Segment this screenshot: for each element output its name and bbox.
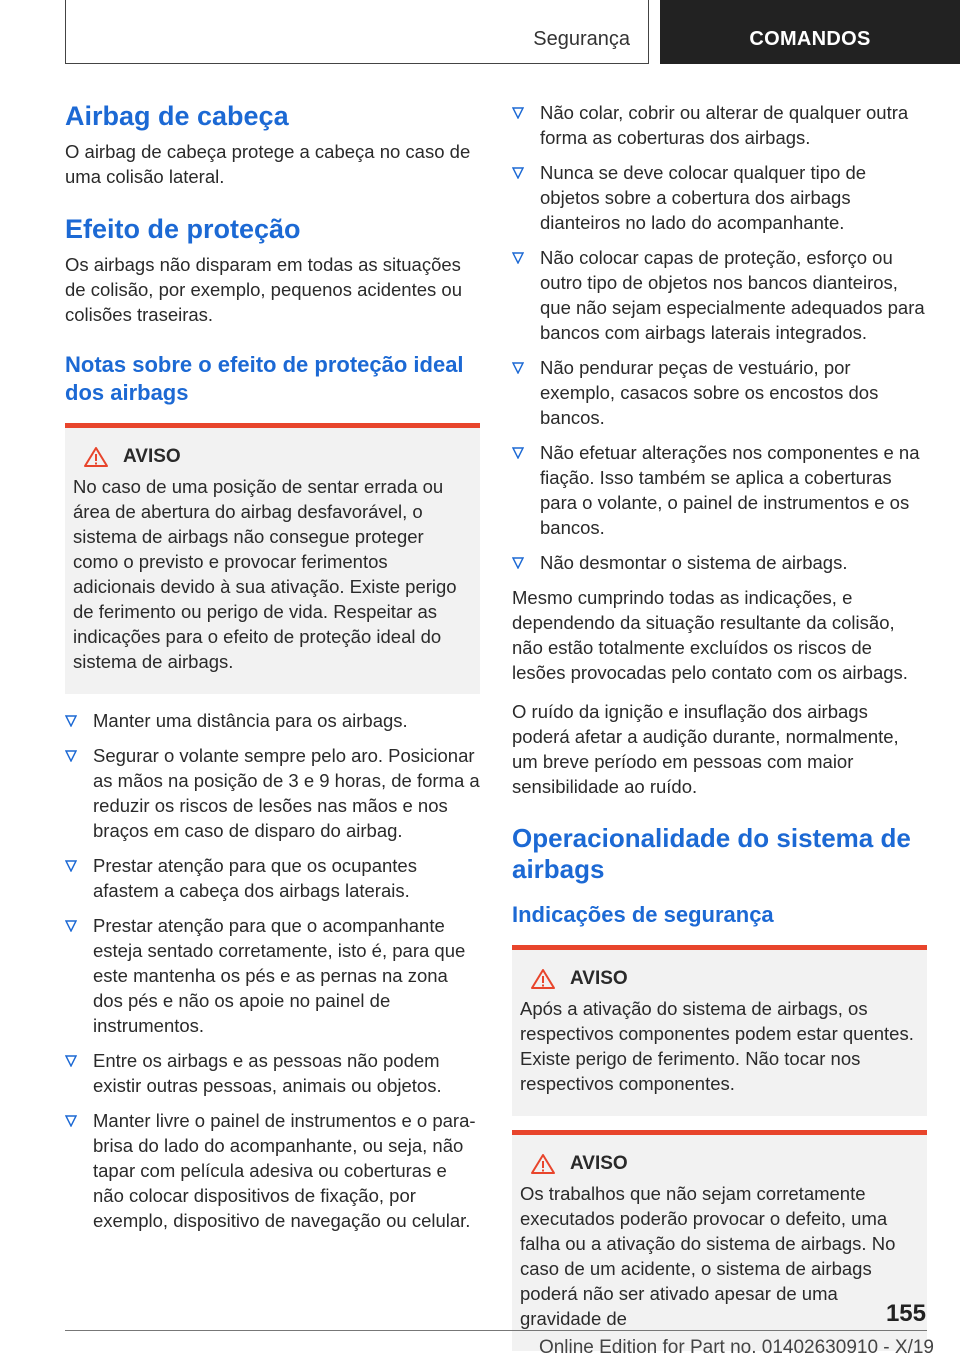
- triangle-bullet-icon: [512, 447, 524, 459]
- list-item: Manter uma distância para os airbags.: [65, 708, 480, 733]
- triangle-bullet-icon: [512, 252, 524, 264]
- footer-edition: Online Edition for Part no. 01402630910 - X/19: [538, 1337, 934, 1358]
- list-item: Não colocar capas de proteção, esforço ou outro tipo de objetos nos bancos dianteiros, que não sejam especialmente adequados para bancos com airbags laterais integrados.: [512, 245, 927, 345]
- warning-text: Após a ativação do sistema de airbags, os respectivos componentes podem estar quentes. Existe perigo de ferimento. Não tocar nos respectivos componentes.: [520, 998, 914, 1094]
- triangle-bullet-icon: [65, 1115, 77, 1127]
- warning-title-text: AVISO: [570, 968, 628, 989]
- warning-text: No caso de uma posição de sentar errada ou área de abertura do airbag desfavorável, o sistema de airbags não consegue proteger como o previsto e provocar ferimentos adicionais devido à sua ativação. Existe perigo de ferimento ou perigo de vida. Respeitar as indicações para o efeito de proteção ideal do sistema de airbags.: [73, 476, 457, 672]
- triangle-bullet-icon: [512, 557, 524, 569]
- page-number: 155: [885, 1300, 926, 1327]
- list-item: Não desmontar o sistema de airbags.: [512, 550, 927, 575]
- list-item: Não efetuar alterações nos componentes e na fiação. Isso também se aplica a coberturas para o volante, o painel de instrumentos e os bancos.: [512, 440, 927, 540]
- paragraph-mesmo-cumprindo: Mesmo cumprindo todas as indicações, e dependendo da situação resultante da colisão, não estão totalmente excluídos os riscos de lesões provocadas pelo contato com os airbags.: [512, 587, 908, 683]
- list-item: Entre os airbags e as pessoas não podem existir outras pessoas, animais ou objetos.: [65, 1048, 480, 1098]
- warning-title: [73, 446, 470, 468]
- triangle-bullet-icon: [65, 750, 77, 762]
- triangle-bullet-icon: [65, 715, 77, 727]
- header-chapter-tab: [660, 0, 960, 64]
- list-item: Nunca se deve colocar qualquer tipo de objetos sobre a cobertura dos airbags dianteiros no lado do acompanhante.: [512, 160, 927, 235]
- triangle-bullet-icon: [512, 107, 524, 119]
- triangle-bullet-icon: [512, 362, 524, 374]
- header-chapter-label: COMANDOS: [749, 27, 871, 50]
- right-column: [512, 100, 927, 1365]
- warning-title: [520, 968, 917, 990]
- footer-divider: [65, 1330, 927, 1331]
- triangle-bullet-icon: [65, 860, 77, 872]
- warning-title-text: AVISO: [570, 1153, 628, 1174]
- list-item: Segurar o volante sempre pelo aro. Posicionar as mãos na posição de 3 e 9 horas, de forma a reduzir os riscos de lesões nas mãos e nos braços em caso de disparo do airbag.: [65, 743, 480, 843]
- list-item: Não pendurar peças de vestuário, por exemplo, casacos sobre os encostos dos bancos.: [512, 355, 927, 430]
- heading-airbag-cabeca: Airbag de cabeça: [65, 101, 289, 131]
- heading-operacionalidade: Operacionalidade do sistema de airbags: [512, 823, 911, 884]
- paragraph-ruido: O ruído da ignição e insuflação dos airbags poderá afetar a audição durante, normalmente, um breve período em pessoas com maior sensibilidade ao ruído.: [512, 701, 899, 797]
- warning-box: [512, 945, 927, 1116]
- warning-triangle-icon: [530, 968, 556, 990]
- heading-efeito-protecao: Efeito de proteção: [65, 214, 301, 244]
- list-item: Prestar atenção para que os ocupantes afastem a cabeça dos airbags laterais.: [65, 853, 480, 903]
- triangle-bullet-icon: [512, 167, 524, 179]
- list-item: Manter livre o painel de instrumentos e o para-brisa do lado do acompanhante, ou seja, não tapar com película adesiva ou coberturas e não colocar dispositivos de fixação, por exemplo, dispositivo de navegação ou celular.: [65, 1108, 480, 1233]
- header-section-title: Segurança: [533, 28, 630, 50]
- left-bullet-list: [65, 708, 480, 1233]
- warning-title-text: AVISO: [123, 446, 181, 467]
- paragraph-efeito-protecao: Os airbags não disparam em todas as situações de colisão, por exemplo, pequenos acidentes ou colisões traseiras.: [65, 254, 462, 325]
- right-bullet-list: [512, 100, 927, 575]
- warning-box: [512, 1130, 927, 1351]
- warning-text: Os trabalhos que não sejam corretamente executados poderão provocar o defeito, uma falha ou a ativação do sistema de airbags. No caso de um acidente, o sistema de airbags poderá não ser ativado apesar de uma gravidade de: [520, 1183, 896, 1329]
- warning-title: [520, 1153, 917, 1175]
- warning-triangle-icon: [530, 1153, 556, 1175]
- triangle-bullet-icon: [65, 1055, 77, 1067]
- left-column: [65, 100, 480, 1243]
- heading-notas: Notas sobre o efeito de proteção ideal dos airbags: [65, 352, 464, 405]
- list-item: Não colar, cobrir ou alterar de qualquer outra forma as coberturas dos airbags.: [512, 100, 927, 150]
- paragraph-airbag-cabeca: O airbag de cabeça protege a cabeça no caso de uma colisão lateral.: [65, 141, 471, 187]
- heading-indicacoes-seguranca: Indicações de segurança: [512, 902, 774, 927]
- list-item: Prestar atenção para que o acompanhante esteja sentado corretamente, isto é, para que este mantenha os pés e as pernas na zona dos pés e não os apoie no painel de instrumentos.: [65, 913, 480, 1038]
- warning-box: [65, 423, 480, 694]
- warning-triangle-icon: [83, 446, 109, 468]
- triangle-bullet-icon: [65, 920, 77, 932]
